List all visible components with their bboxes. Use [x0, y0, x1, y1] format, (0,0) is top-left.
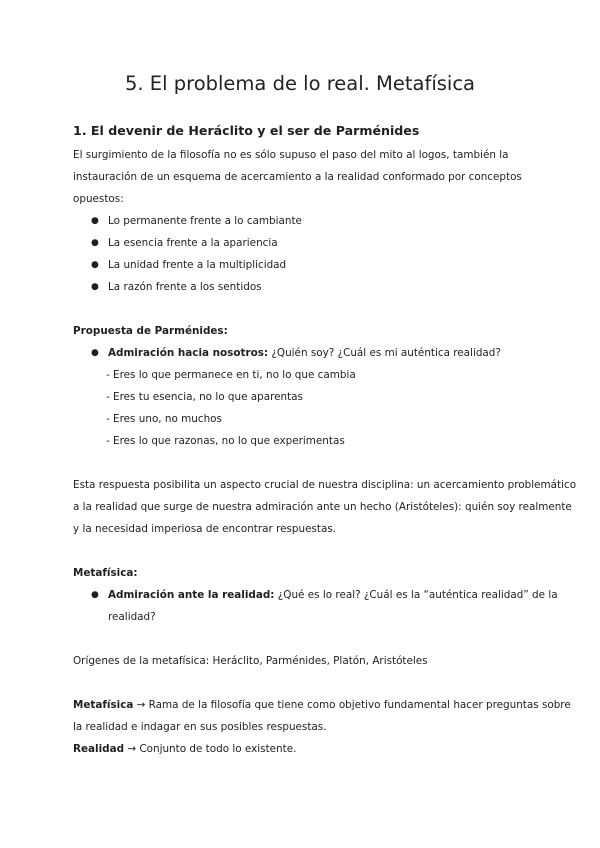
list-item-label: Admiración ante la realidad:	[108, 589, 275, 601]
definition-continuation: la realidad e indagar en sus posibles respuestas.	[73, 721, 327, 733]
list-item: La unidad frente a la multiplicidad	[108, 259, 287, 271]
sub-list-item: - Eres lo que razonas, no lo que experimentas	[106, 435, 345, 447]
list-item: Lo permanente frente a lo cambiante	[108, 215, 302, 227]
list-item-text: ¿Quién soy? ¿Cuál es mi auténtica realidad?	[268, 347, 501, 359]
parmenides-heading: Propuesta de Parménides:	[73, 325, 228, 337]
sub-list-item: - Eres uno, no muchos	[106, 413, 222, 425]
list-item-text: ¿Qué es lo real? ¿Cuál es la “auténtica realidad” de la	[274, 589, 558, 601]
definition-term: Realidad	[73, 743, 125, 755]
paragraph-line: Esta respuesta posibilita un aspecto crucial de nuestra disciplina: un acercamiento problemático	[73, 479, 577, 491]
paragraph-line: opuestos:	[73, 193, 124, 205]
definition-text: → Conjunto de todo lo existente.	[124, 743, 297, 755]
bullet-icon: ●	[91, 282, 99, 292]
paragraph-line: y la necesidad imperiosa de encontrar respuestas.	[73, 523, 337, 535]
bullet-icon: ●	[91, 238, 99, 248]
metafisica-heading: Metafísica:	[73, 567, 138, 579]
definition-metafisica	[73, 694, 571, 716]
bullet-icon: ●	[91, 260, 99, 270]
list-item-label: Admiración hacia nosotros:	[108, 347, 269, 359]
paragraph-line: a la realidad que surge de nuestra admiración ante un hecho (Aristóteles): quién soy realmente	[73, 501, 572, 513]
section-heading-heraclito-parmenides: 1. El devenir de Heráclito y el ser de Parménides	[73, 123, 420, 138]
definition-text: → Rama de la filosofía que tiene como objetivo fundamental hacer preguntas sobre	[133, 699, 571, 711]
bullet-icon: ●	[91, 216, 99, 226]
definition-term: Metafísica	[73, 699, 134, 711]
list-item-admiracion-realidad	[108, 584, 558, 606]
list-item: La razón frente a los sentidos	[108, 281, 262, 293]
paragraph-line: El surgimiento de la filosofía no es sólo supuso el paso del mito al logos, también la	[73, 149, 509, 161]
origins-line: Orígenes de la metafísica: Heráclito, Parménides, Platón, Aristóteles	[73, 655, 428, 667]
paragraph-line: instauración de un esquema de acercamiento a la realidad conformado por conceptos	[73, 171, 522, 183]
definition-realidad	[73, 738, 296, 760]
bullet-icon: ●	[91, 348, 99, 358]
sub-list-item: - Eres lo que permanece en ti, no lo que cambia	[106, 369, 356, 381]
page-title: 5. El problema de lo real. Metafísica	[125, 72, 475, 95]
list-item-continuation: realidad?	[108, 611, 156, 623]
sub-list-item: - Eres tu esencia, no lo que aparentas	[106, 391, 303, 403]
list-item: La esencia frente a la apariencia	[108, 237, 278, 249]
bullet-icon: ●	[91, 590, 99, 600]
list-item-admiracion-nosotros	[108, 342, 501, 364]
